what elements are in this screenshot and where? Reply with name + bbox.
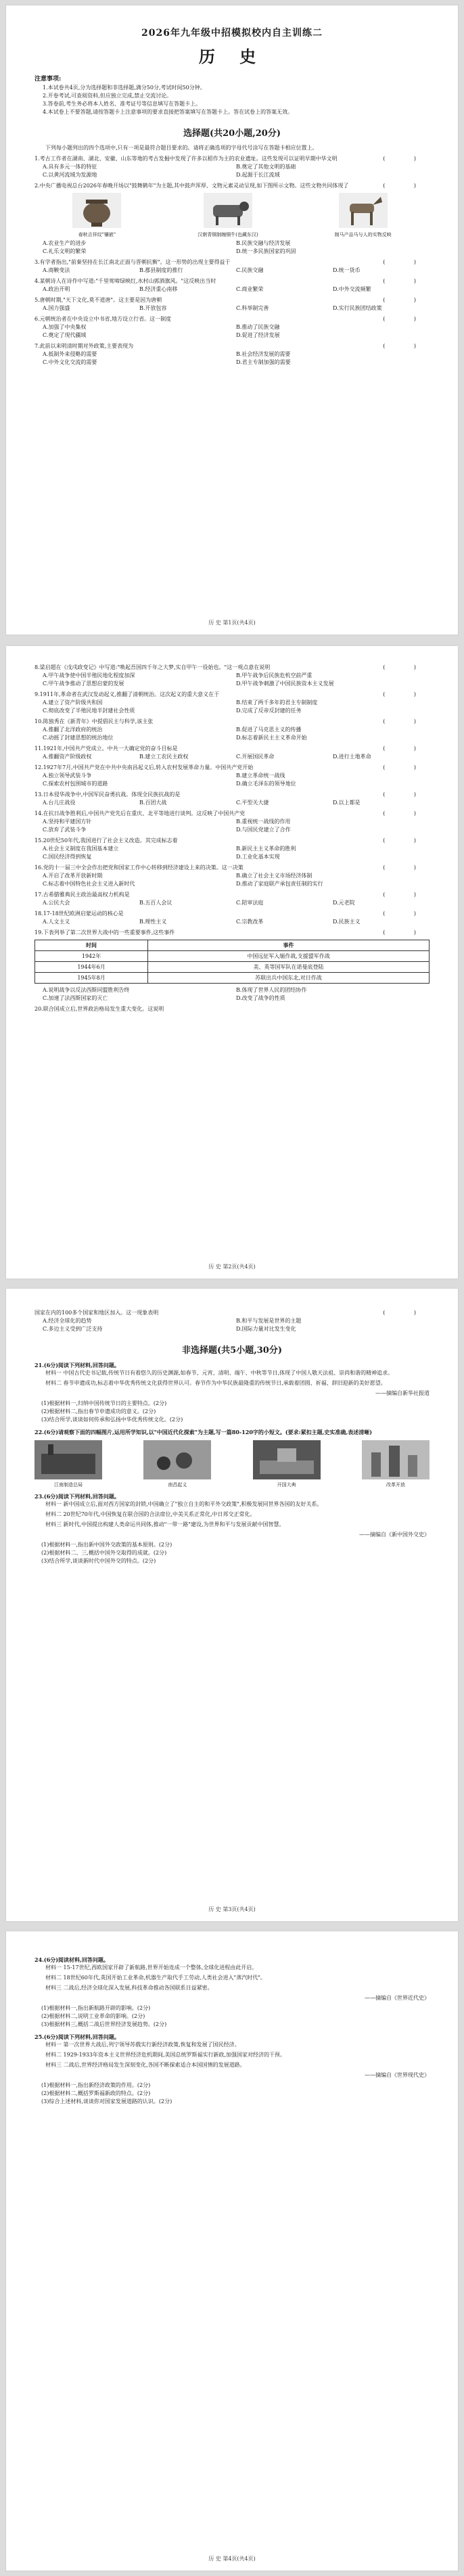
option-c: C.科举制完善 (236, 305, 269, 311)
photo-2: 南昌起义 (143, 1440, 211, 1488)
option-d: D.实行民族团结政策 (333, 305, 382, 311)
question-20-continued: 国家在内的100多个国家和地区加入。这一现象表明 ( ) A.经济全球化的趋势 B.和平与发展是世界的主题 C.多边主义受到广泛支持 D.国际力量对比发生变化 (34, 1310, 430, 1332)
option-d: D.君主专制加强的需要 (236, 359, 291, 365)
question-7: 7.此前以来明清时期对外政策,主要表现为 ( ) A.抵制外来侵略的需要 B.社会经济发展的需要 C.中外文化交流的需要 D.君主专制加强的需要 (34, 343, 430, 365)
question-19: 19.下表列举了第二次世界大战中的一些重要事件,这些事件 ( ) 时间 事件 1942年 中国远征军入缅作战,支援盟军作战 1944年6月 美、英等国军队在诺曼底登陆 1945年8月 苏联出兵中国东北,对日作战 A.说明战争以反法西斯同盟胜利告终 B.体现了世界人民的团结协作 C.加速了法西斯国家的灭亡 D.改变了战争的性质 (34, 929, 430, 1001)
option-c: C.多边主义受到广泛支持 (43, 1326, 103, 1332)
option-b: B.确立了社会主义市场经济体制 (236, 873, 312, 879)
material: 材料三 新时代,中国提出构建人类命运共同体,推动"一带一路"建设,为世界和平与发展贡献中国智慧。 (45, 1521, 285, 1527)
page-3 (6, 1289, 458, 1921)
option-b: B.郡县制度的推行 (139, 267, 183, 273)
option-a: A.说明战争以反法西斯同盟胜利告终 (43, 987, 130, 993)
table-row: 1945年8月 苏联出兵中国东北,对日作战 (35, 973, 430, 984)
option-a: A.加强了中央集权 (43, 324, 87, 330)
question-6: 6.元朝统治者在中央设立中书省,地方设立行省。这一制度 ( ) A.加强了中央集权 B.推动了民族交融 C.奠定了现代疆域 D.促进了经济发展 (34, 316, 430, 338)
question-14: 14.在抗日战争胜利后,中国共产党先后在重庆、北平等地进行谈判。这反映了中国共产党 ( ) A.坚持和平建国方针 B.重视统一战线的作用 C.放弃了武装斗争 D.与国民党建立了合作 (34, 810, 430, 833)
city-photo-icon (362, 1440, 430, 1479)
option-c: C.中外文化交流的需要 (43, 359, 97, 365)
material: 材料二 1929-1933年资本主义世界经济危机期间,美国总统罗斯福实行新政,加强国家对经济的干预。 (45, 2052, 286, 2058)
option-c: C.动摇了封建思想的统治地位 (43, 735, 114, 741)
material: 材料一 中国古代史书记载,传统节日有着悠久的历史渊源,如春节、元宵、清明、端午、中秋等节日,体现了中国人敬天法祖、崇尚和谐的精神追求。 (45, 1370, 394, 1376)
option-b: B.体现了世界人民的团结协作 (236, 987, 307, 993)
sub-question: (3)结合所学,谈谈新时代中国外交的特点。(2分) (41, 1558, 156, 1564)
option-d: D.国际力量对比发生变化 (236, 1326, 296, 1332)
option-a: A.独立领导武装斗争 (43, 773, 92, 779)
option-b: B.建立革命统一战线 (236, 773, 285, 779)
option-c: C.民族交融 (236, 267, 264, 273)
option-c: C.奠定了现代疆域 (43, 332, 87, 338)
table-row: 1942年 中国远征军入缅作战,支援盟军作战 (35, 951, 430, 962)
note-2: 2.开卷考试,可查阅资料,但应独立完成,禁止交流讨论。 (43, 93, 172, 99)
option-a: A.公民大会 (43, 900, 70, 906)
option-d: D.推动了家庭联产承包责任制的实行 (236, 881, 323, 887)
option-c: C.国民经济得到恢复 (43, 854, 92, 860)
events-table (34, 940, 430, 984)
option-b: B.民族交融与经济发展 (236, 240, 291, 246)
option-a: A.甲午战争使中国半殖民地化程度加深 (43, 672, 135, 678)
sub-question: (1)根据材料一,指出新航路开辟的影响。(2分) (41, 2005, 151, 2011)
material: 材料三 二战后,经济全球化深入发展,科技革命推动各国联系日益紧密。 (45, 1985, 213, 1991)
question-1: 1.考古工作者在湖南、湖北、安徽、山东等地的考古发掘中发现了许多以稻作为主的农业遗址。这些发现可以证明早期中华文明 ( ) A.具有多元一体的特征 B.奠定了其他文明的基础 C.以黄河流域为发源地 D.起源于长江流域 (34, 156, 430, 178)
table-row: 1944年6月 美、英等国军队在诺曼底登陆 (35, 962, 430, 973)
option-a: A.农业生产的进步 (43, 240, 87, 246)
option-b: B.百团大战 (139, 800, 167, 806)
sub-question: (1)根据材料一,指出新经济政策的作用。(2分) (41, 2082, 151, 2088)
sub-question: (1)根据材料一,归纳中国传统节日的主要特点。(2分) (41, 1400, 167, 1406)
option-b: B.促进了马克思主义的传播 (236, 727, 302, 733)
option-b: B.和平与发展是世界的主题 (236, 1318, 302, 1324)
question-text: 1.考古工作者在湖南、湖北、安徽、山东等地的考古发掘中发现了许多以稻作为主的农业遗址。这些发现可以证明早期中华文明 (34, 156, 338, 162)
sub-question: (2)根据材料二、三,概括中国外交取得的成就。(2分) (41, 1550, 167, 1556)
question-18: 18.17-18世纪欧洲启蒙运动的核心是 ( ) A.人文主义 B.理性主义 C.宗教改革 D.民族主义 (34, 911, 430, 925)
section-choice-title: 选择题(共20小题,20分) (183, 129, 281, 139)
option-a: A.人文主义 (43, 919, 70, 925)
sub-question: (3)综合上述材料,谈谈你对国家发展道路的认识。(2分) (41, 2098, 172, 2104)
question-23-head: 23.(6分)阅读下列材料,回答问题。 (34, 1493, 120, 1500)
option-d: D.改变了战争的性质 (236, 995, 285, 1001)
photo-3: 开国大典 (253, 1440, 321, 1488)
option-d: D.起源于长江流域 (236, 172, 280, 178)
option-d: D.促进了经济发展 (236, 332, 280, 338)
option-b: B.理性主义 (139, 919, 167, 925)
option-d: D.民族主义 (333, 919, 361, 925)
horse-figure-icon (339, 193, 388, 228)
question-9: 9.1911年,革命者在武汉发动起义,推翻了清朝统治。这次起义的重大意义在于 ( ) A.建立了资产阶级共和国 B.结束了两千多年的君主专制制度 C.彻底改变了半殖民地半封建社会性质 D.完成了反帝反封建的任务 (34, 691, 430, 714)
option-a: A.开启了改革开放新时期 (43, 873, 103, 879)
option-d: D.元老院 (333, 900, 355, 906)
option-c: C.开展国民革命 (236, 754, 275, 760)
note-4: 4.本试卷上不要答题,请按答题卡上注意事项的要求直接把答案填写在答题卡上。答在试卷上的答案无效。 (43, 109, 294, 115)
option-a: A.建立了资产阶级共和国 (43, 699, 103, 706)
option-b: B.五百人会议 (139, 900, 172, 906)
artifact-image-1: 春秋吉祥纹"镶嵌" (72, 193, 121, 238)
question-20: 20.联合国成立后,世界政治格局发生重大变化。这说明 (34, 1006, 164, 1012)
option-a: A.商鞅变法 (43, 267, 70, 273)
option-c: C.礼乐文明的繁荣 (43, 248, 87, 254)
question-22-head: 22.(6分)请观察下面的四幅图片,运用所学知识,以"中国近代化探索"为主题,写一篇80-120字的小短文。(要求:紧扣主题,史实准确,表述清晰) (34, 1429, 372, 1435)
question-3: 3.有学者指出,"前秦坚持在长江南北正面与晋朝抗衡"。这一形势的出现主要得益于 ( ) A.商鞅变法 B.郡县制度的推行 C.民族交融 D.统一货币 (34, 259, 430, 273)
option-d: D.甲午战争刺激了中国民族资本主义发展 (236, 681, 334, 687)
option-c: C.商业繁荣 (236, 286, 264, 292)
question-11: 11.1921年,中国共产党成立。中共一大确定党的奋斗目标是 ( ) A.推翻资产阶级政权 B.建立工农民主政权 C.开展国民革命 D.进行土地革命 (34, 745, 430, 760)
option-b: B.甲午战争后民族危机空前严重 (236, 672, 312, 678)
question-text: 2.中央广播电视总台2026年春晚开场以"鼓舞鹤年"为主题,其中鼓声浑厚、文物元素灵动呈现,如下图所示文物。这些文物共同体现了 (34, 183, 349, 189)
option-b: B.重视统一战线的作用 (236, 819, 291, 825)
option-c: C.放弃了武装斗争 (43, 827, 87, 833)
option-d: D.完成了反帝反封建的任务 (236, 708, 302, 714)
exam-title: 2026年九年级中招模拟校内自主训练二 (141, 28, 323, 39)
sub-question: (1)根据材料一,指出新中国外交政策的基本原则。(2分) (41, 1542, 172, 1548)
option-d: D.以上都是 (333, 800, 361, 806)
page-footer: 历 史 第2页(共4页) (208, 1264, 256, 1270)
material: 材料一 第一次世界大战后,列宁领导苏俄实行新经济政策,恢复和发展了国民经济。 (45, 2042, 240, 2048)
uprising-photo-icon (143, 1440, 211, 1479)
material-source: ——摘编自《世界近代史》 (365, 1995, 430, 2001)
material-source: ——摘编自《新中国外交史》 (359, 1532, 430, 1538)
option-a: A.具有多元一体的特征 (43, 164, 97, 170)
option-c: C.以黄河流域为发源地 (43, 172, 97, 178)
question-4: 4.某朝诗人在诗作中写道:"千里莺啼绿映红,水村山郭酒旗风。"这反映出当时 ( ) A.政治开明 B.经济重心南移 C.商业繁荣 D.中外交流频繁 (34, 278, 430, 292)
option-d: D.确立毛泽东的领导地位 (236, 781, 296, 787)
page-4 (6, 1931, 458, 2571)
material: 材料三 二战后,世界经济格局发生深刻变化,各国不断探索适合本国国情的发展道路。 (45, 2062, 246, 2068)
sub-question: (3)结合所学,谈谈如何传承和弘扬中华优秀传统文化。(2分) (41, 1417, 183, 1423)
option-c: C.彻底改变了半殖民地半封建社会性质 (43, 708, 135, 714)
question-13: 13.日本侵华战争中,中国军民奋勇抗战。体现全民族抗战的是 ( ) A.台儿庄战役 B.百团大战 C.平型关大捷 D.以上都是 (34, 791, 430, 806)
sub-question: (2)根据材料二,概括罗斯福新政的特点。(2分) (41, 2090, 151, 2096)
option-b: B.奠定了其他文明的基础 (236, 164, 296, 170)
option-b: B.开放包容 (139, 305, 167, 311)
option-a: A.推翻了北洋政府的统治 (43, 727, 103, 733)
option-a: A.推翻资产阶级政权 (43, 754, 92, 760)
question-8: 8.梁启超在《戊戌政变记》中写道:"唤起吾国四千年之大梦,实自甲午一役始也。"这一观点意在说明 ( ) A.甲午战争使中国半殖民地化程度加深 B.甲午战争后民族危机空前严重 C.甲午战争推动了思想启蒙的发展 D.甲午战争刺激了中国民族资本主义发展 (34, 664, 430, 687)
material: 材料一 新中国成立后,面对西方国家的封锁,中国确立了"独立自主的和平外交政策",积极发展同世界各国的友好关系。 (45, 1501, 323, 1507)
question-25-head: 25.(6分)阅读下列材料,回答问题。 (34, 2033, 120, 2040)
subject-title: 历 史 (198, 47, 266, 66)
option-c: C.陪审法庭 (236, 900, 264, 906)
material-source: ——摘编自《世界现代史》 (365, 2072, 430, 2078)
photo-row (34, 1440, 430, 1488)
option-c: C.加速了法西斯国家的灭亡 (43, 995, 108, 1001)
material: 材料一 15-17世纪,西欧国家开辟了新航路,世界开始连成一个整体,全球化进程由此开启。 (45, 1964, 258, 1971)
table-header: 时间 (35, 940, 148, 951)
option-b: B.建立工农民主政权 (139, 754, 189, 760)
option-b: B.推动了民族交融 (236, 324, 280, 330)
material-source: ——摘编自新华社报道 (375, 1390, 430, 1396)
option-a: A.社会主义制度在我国基本建立 (43, 846, 119, 852)
option-d: D.统一货币 (333, 267, 361, 273)
option-b: B.经济重心南移 (139, 286, 178, 292)
option-c: C.平型关大捷 (236, 800, 269, 806)
note-3: 3.答卷前,考生务必将本人姓名、准考证号等信息填写在答题卡上。 (43, 101, 202, 107)
option-c: C.标志着中国特色社会主义进入新时代 (43, 881, 135, 887)
section-instruction: 下列每小题列出的四个选项中,只有一项是最符合题目要求的。请将正确选项的字母代号涂写在答题卡相应位置上。 (45, 145, 318, 151)
option-a: A.坚持和平建国方针 (43, 819, 92, 825)
photo-1: 江南制造总局 (34, 1440, 102, 1488)
page-footer: 历 史 第4页(共4页) (208, 2556, 256, 2562)
material: 材料二 春节申遗成功,标志着中华优秀传统文化获得世界认可。春节作为中华民族最隆重的传统节日,承载着团圆、祈福、辞旧迎新的美好愿望。 (45, 1380, 386, 1386)
option-c: C.探索农村包围城市的道路 (43, 781, 108, 787)
option-d: D.工业化基本实现 (236, 854, 280, 860)
option-a: A.国力强盛 (43, 305, 70, 311)
option-a: A.经济全球化的趋势 (43, 1318, 92, 1324)
question-15: 15.20世纪50年代,我国进行了社会主义改造。其完成标志着 ( ) A.社会主义制度在我国基本建立 B.新民主主义革命的胜利 C.国民经济得到恢复 D.工业化基本实现 (34, 837, 430, 860)
option-c: C.甲午战争推动了思想启蒙的发展 (43, 681, 124, 687)
artifact-image-2: 汉朝青铜制缠铜牛(也藏东汉) (198, 193, 258, 238)
factory-photo-icon (34, 1440, 102, 1479)
option-b: B.新民主主义革命的胜利 (236, 846, 296, 852)
page-footer: 历 史 第3页(共4页) (208, 1906, 256, 1912)
option-b: B.结束了两千多年的君主专制制度 (236, 699, 318, 706)
sub-question: (2)根据材料二,指出春节申遗成功的意义。(2分) (41, 1408, 156, 1414)
question-16: 16.党的十一届三中全会作出把党和国家工作中心转移到经济建设上来的决策。这一决策 ( ) A.开启了改革开放新时期 B.确立了社会主义市场经济体制 C.标志着中国特色社会主义进入新时代 D.推动了家庭联产承包责任制的实行 (34, 865, 430, 887)
option-d: D.中外交流频繁 (333, 286, 371, 292)
sub-question: (3)根据材料三,概括二战后世界经济发展趋势。(2分) (41, 2021, 167, 2027)
material: 材料二 18世纪60年代,英国开始工业革命,机器生产取代手工劳动,人类社会进入"蒸汽时代"。 (45, 1975, 266, 1981)
photo-4: 改革开放 (362, 1440, 430, 1488)
page-2 (6, 646, 458, 1279)
ceremony-photo-icon (253, 1440, 321, 1479)
page-1 (6, 5, 458, 635)
question-24-head: 24.(6分)阅读材料,回答问题。 (34, 1956, 109, 1963)
option-b: B.社会经济发展的需要 (236, 351, 291, 357)
option-d: D.进行土地革命 (333, 754, 371, 760)
question-10: 10.陈独秀在《新青年》中提倡民主与科学,该主张 ( ) A.推翻了北洋政府的统治 B.促进了马克思主义的传播 C.动摇了封建思想的统治地位 D.标志着新民主主义革命开始 (34, 718, 430, 741)
note-1: 1.本试卷共4页,分为选择题和非选择题,满分50分,考试时间50分钟。 (43, 85, 206, 91)
question-5: 5.唐朝时期,"天下文化,莫不道唐"。这主要是因为唐朝 ( ) A.国力强盛 B.开放包容 C.科举制完善 D.实行民族团结政策 (34, 297, 430, 311)
sub-question: (2)根据材料二,说明工业革命的影响。(2分) (41, 2013, 145, 2019)
artifact-image-3: 制马产品马与人的实物反映 (335, 193, 392, 238)
bronze-vessel-icon (72, 193, 121, 228)
section-nonchoice-title: 非选择题(共5小题,30分) (182, 1346, 282, 1356)
question-17: 17.古希腊雅典民主政治最高权力机构是 ( ) A.公民大会 B.五百人会议 C.陪审法庭 D.元老院 (34, 892, 430, 906)
material: 材料二 20世纪70年代,中国恢复在联合国的合法席位,中美关系正常化,中日邦交正常化。 (45, 1511, 256, 1517)
option-a: A.台儿庄战役 (43, 800, 76, 806)
page-footer: 历 史 第1页(共4页) (208, 620, 256, 626)
option-d: D.与国民党建立了合作 (236, 827, 291, 833)
table-header: 事件 (148, 940, 430, 951)
option-a: A.政治开明 (43, 286, 70, 292)
bronze-ox-icon (204, 193, 252, 228)
option-c: C.宗教改革 (236, 919, 264, 925)
option-a: A.抵制外来侵略的需要 (43, 351, 97, 357)
notes-title: 注意事项: (34, 76, 62, 83)
option-d: D.标志着新民主主义革命开始 (236, 735, 307, 741)
question-21-head: 21.(6分)阅读下列材料,回答问题。 (34, 1362, 120, 1368)
question-2: 2.中央广播电视总台2026年春晚开场以"鼓舞鹤年"为主题,其中鼓声浑厚、文物元素灵动呈现,如下图所示文物。这些文物共同体现了 ( ) 春秋吉祥纹"镶嵌" 汉朝青铜制缠铜牛(也藏东汉) 制马产品马与人的实物反映 A.农业生产的进步 B.民族交融与经济发展 C.礼乐文明的繁荣 D.统一多民族国家的巩固 (34, 183, 430, 254)
option-d: D.统一多民族国家的巩固 (236, 248, 296, 254)
question-12: 12.1927年7月,中国共产党在中共中央南昌起义后,转入农村发展革命力量。中国共产党开始 ( ) A.独立领导武装斗争 B.建立革命统一战线 C.探索农村包围城市的道路 D.确立毛泽东的领导地位 (34, 764, 430, 787)
